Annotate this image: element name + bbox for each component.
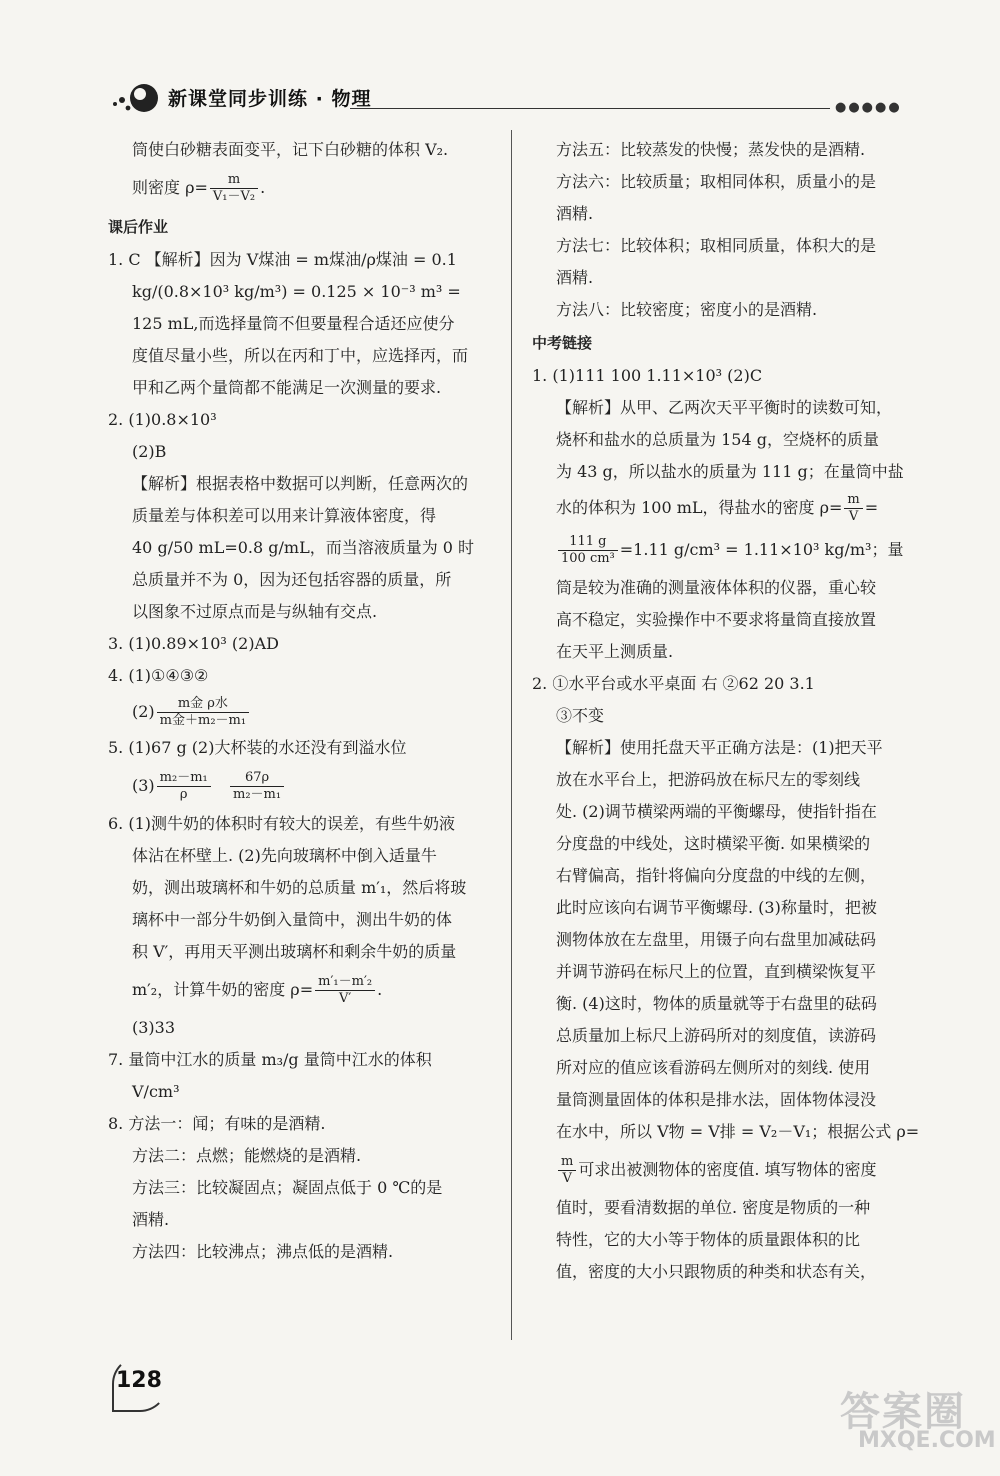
answer-line: 在天平上测质量. — [556, 642, 674, 661]
answer-line: (3)33 — [132, 1018, 176, 1037]
answer-line: $\frac{m}{V}$ 可求出被测物体的密度值. 填写物体的密度 — [532, 1148, 912, 1192]
answer-line: (3) $\frac{\text{m₂－m₁}}{\rho}$ $\frac{67\rho}{\text{m₂－m₁}}$ — [108, 764, 498, 808]
answer-line: kg/(0.8×10³ kg/m³) = 0.125 × 10⁻³ m³ = — [132, 282, 461, 301]
answer-line: 在水中，所以 V物 = V排 = V₂－V₁；根据公式 ρ= — [556, 1122, 920, 1141]
answer-line: 5. (1)67 g (2)大杯装的水还没有到溢水位 — [108, 738, 407, 757]
answer-line: 分度盘的中线处，这时横梁平衡. 如果横梁的 — [556, 834, 871, 853]
right-column — [532, 134, 920, 1288]
answer-line: ③不变 — [556, 706, 605, 725]
answer-line: 测物体放在左盘里，用镊子向右盘里加减砝码 — [556, 930, 877, 949]
column-divider — [511, 130, 512, 1340]
answer-line: 【解析】根据表格中数据可以判断，任意两次的 — [132, 474, 469, 493]
answer-line: 总质量并不为 0，因为还包括容器的质量，所 — [132, 570, 452, 589]
answer-line: 【解析】从甲、乙两次天平平衡时的读数可知， — [556, 398, 893, 417]
answer-line: 40 g/50 mL=0.8 g/mL，而当溶液质量为 0 时 — [132, 538, 475, 557]
answer-line: 量筒测量固体的体积是排水法，固体物体浸没 — [556, 1090, 877, 1109]
answer-line: 衡. (4)这时，物体的质量就等于右盘里的砝码 — [556, 994, 877, 1013]
answer-line: 值时，要看清数据的单位. 密度是物质的一种 — [556, 1198, 871, 1217]
answer-line: 度值尽量小些，所以在丙和丁中，应选择丙，而 — [132, 346, 469, 365]
answer-line: 1. C 【解析】因为 V煤油 = m煤油/ρ煤油 = 0.1 — [108, 250, 457, 269]
answer-line: 方法八：比较密度；密度小的是酒精. — [556, 300, 818, 319]
header-rule — [350, 108, 830, 109]
header-logo-icon — [110, 78, 160, 118]
answer-line: 筒是较为准确的测量液体体积的仪器，重心较 — [556, 578, 877, 597]
answer-line: 总质量加上标尺上游码所对的刻度值，读游码 — [556, 1026, 877, 1045]
answer-line: 2. ①水平台或水平桌面 右 ②62 20 3.1 — [532, 674, 815, 693]
page-header — [110, 78, 920, 118]
fraction: $\frac{\text{m′₁－m′₂}}{V'}$ — [315, 974, 375, 1007]
answer-line: V/cm³ — [132, 1082, 180, 1101]
page-number: 128 — [116, 1368, 162, 1393]
answer-line: 奶，测出玻璃杯和牛奶的总质量 m′₁，然后将玻 — [132, 878, 467, 897]
answer-line: 方法五：比较蒸发的快慢；蒸发快的是酒精. — [556, 140, 866, 159]
fraction: $\frac{m}{V}$ — [844, 492, 862, 525]
answer-line: 酒精. — [556, 268, 594, 287]
watermark-logo: 答案圈 — [840, 1389, 966, 1435]
fraction: $\frac{111 g}{\text{100 cm³}}$ — [558, 534, 618, 567]
watermark-url: MXQE.COM — [858, 1428, 996, 1453]
answer-line: 质量差与体积差可以用来计算液体密度，得 — [132, 506, 437, 525]
answer-line: 高不稳定，实验操作中不要求将量筒直接放置 — [556, 610, 877, 629]
answer-line: 酒精. — [556, 204, 594, 223]
answer-line: 方法二：点燃；能燃烧的是酒精. — [132, 1146, 362, 1165]
answer-line: 方法七：比较体积；取相同质量，体积大的是 — [556, 236, 877, 255]
answer-line: 方法三：比较凝固点；凝固点低于 0 ℃的是 — [132, 1178, 443, 1197]
answer-line: $\frac{111 g}{\text{100 cm³}}$ =1.11 g/cm³ = 1.11×10³ kg/m³；量 — [532, 528, 912, 572]
answer-line: 1. (1)111 100 1.11×10³ (2)C — [532, 366, 763, 385]
answer-line: 为 43 g，所以盐水的质量为 111 g；在量筒中盐 — [556, 462, 904, 481]
answer-line: 【解析】使用托盘天平正确方法是：(1)把天平 — [556, 738, 883, 757]
book-title: 新课堂同步训练 · 物理 — [168, 88, 372, 110]
fraction: $\frac{m}{\text{V₁－V₂}}$ — [210, 172, 258, 205]
text-line: 筒使白砂糖表面变平，记下白砂糖的体积 V₂. — [132, 140, 449, 159]
answer-line: 酒精. — [132, 1210, 170, 1229]
answer-line: 以图象不过原点而是与纵轴有交点. — [132, 602, 378, 621]
fraction: $\frac{\text{m金 ρ水}}{\text{m金＋m₂－m₁}}$ — [157, 696, 249, 729]
section-heading: 中考链接 — [532, 334, 593, 352]
answer-line: 水的体积为 100 mL，得盐水的密度 ρ= $\frac{m}{V}$ = — [556, 492, 879, 524]
answer-line: 璃杯中一部分牛奶倒入量筒中，测出牛奶的体 — [132, 910, 453, 929]
answer-line: 此时应该向右调节平衡螺母. (3)称量时，把被 — [556, 898, 877, 917]
answer-line: 值，密度的大小只跟物质的种类和状态有关， — [556, 1262, 877, 1281]
answer-line: 125 mL,而选择量筒不但要量程合适还应使分 — [132, 314, 455, 333]
answer-line: 甲和乙两个量筒都不能满足一次测量的要求. — [132, 378, 442, 397]
answer-line: 方法四：比较沸点；沸点低的是酒精. — [132, 1242, 394, 1261]
section-heading: 课后作业 — [108, 218, 169, 236]
answer-line: 4. (1)①④③② — [108, 666, 209, 685]
answer-line: 3. (1)0.89×10³ (2)AD — [108, 634, 279, 653]
answer-line: 2. (1)0.8×10³ — [108, 410, 217, 429]
text-line: 则密度 ρ= $\frac{m}{\text{V₁－V₂}}$ . — [132, 172, 266, 204]
answer-line: 并调节游码在标尺上的位置，直到横梁恢复平 — [556, 962, 877, 981]
left-column — [108, 134, 498, 1268]
answer-line: 烧杯和盐水的总质量为 154 g，空烧杯的质量 — [556, 430, 879, 449]
fraction: $\frac{\text{m₂－m₁}}{\rho}$ — [157, 770, 211, 803]
fraction: $\frac{m}{V}$ — [558, 1154, 576, 1187]
answer-line: 积 V′，再用天平测出玻璃杯和剩余牛奶的质量 — [132, 942, 457, 961]
answer-line: 放在水平台上，把游码放在标尺左的零刻线 — [556, 770, 861, 789]
answer-line: (2) $\frac{\text{m金 ρ水}}{\text{m金＋m₂－m₁}}$ — [108, 692, 498, 732]
answer-line: 7. 量筒中江水的质量 m₃/g 量筒中江水的体积 — [108, 1050, 432, 1069]
answer-line: (2)B — [132, 442, 167, 461]
answer-line: 右臂偏高，指针将偏向分度盘的中线的左侧， — [556, 866, 877, 885]
answer-line: 所对应的值应该看游码左侧所对的刻线. 使用 — [556, 1058, 871, 1077]
answer-line: 8. 方法一：闻；有味的是酒精. — [108, 1114, 326, 1133]
answer-line: 方法六：比较质量；取相同体积，质量小的是 — [556, 172, 877, 191]
answer-line: 处. (2)调节横梁两端的平衡螺母，使指针指在 — [556, 802, 877, 821]
answer-line: m′₂，计算牛奶的密度 ρ= $\frac{\text{m′₁－m′₂}}{V'}$ . — [132, 974, 383, 1006]
header-dots: ●●●●● — [835, 100, 902, 115]
answer-line: 特性，它的大小等于物体的质量跟体积的比 — [556, 1230, 861, 1249]
answer-line: 6. (1)测牛奶的体积时有较大的误差，有些牛奶液 — [108, 814, 456, 833]
answer-line: 体沾在杯壁上. (2)先向玻璃杯中倒入适量牛 — [132, 846, 437, 865]
fraction: $\frac{67\rho}{\text{m₂－m₁}}$ — [230, 770, 284, 803]
